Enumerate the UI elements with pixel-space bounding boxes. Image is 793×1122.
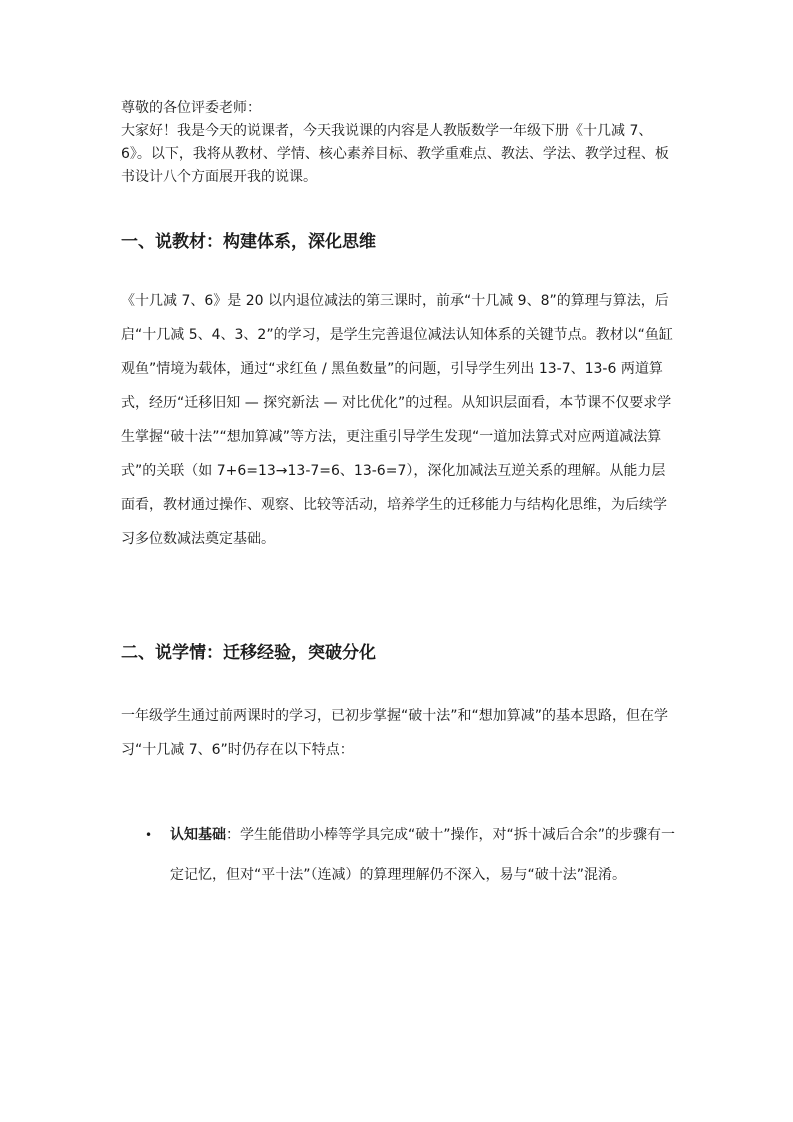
bullet-icon: • <box>145 828 153 842</box>
opening-paragraph: 大家好！我是今天的说课者，今天我说课的内容是人教版数学一年级下册《十几减 7、6》。以下，我将从教材、学情、核心素养目标、教学重难点、教法、学法、教学过程、板书设计八个方面展开我的说课。 <box>121 123 669 185</box>
section-heading-textbook: 一、说教材：构建体系，深化思维 <box>121 232 376 252</box>
salutation: 尊敬的各位评委老师： <box>121 100 261 116</box>
students-bullet-list <box>145 815 676 895</box>
section-body-textbook: 《十几减 7、6》是 20 以内退位减法的第三课时，前承“十几减 9、8”的算理与算法，后启“十几减 5、4、3、2”的学习，是学生完善退位减法认知体系的关键节点。教材以“鱼缸观鱼”情境为载体，通过“求红鱼 / 黑鱼数量”的问题，引导学生列出 13-7、13-6 两道算式，经历“迁移旧知 — 探究新法 — 对比优化”的过程。从知识层面看，本节课不仅要求学生掌握“破十法”“想加算减”等方法，更注重引导学生发现“一道加法算式对应两道减法算式”的关联（如 7+6=13→13-7=6、13-6=7），深化加减法互逆关系的理解。从能力层面看，教材通过操作、观察、比较等活动，培养学生的迁移能力与结构化思维，为后续学习多位数减法奠定基础。 <box>121 293 673 547</box>
section-body-students: 一年级学生通过前两课时的学习，已初步掌握“破十法”和“想加算减”的基本思路，但在学习“十几减 7、6”时仍存在以下特点： <box>121 708 669 758</box>
bullet-lead: 认知基础 <box>170 827 226 843</box>
bullet-text: ：学生能借助小棒等学具完成“破十”操作，对“拆十减后合余”的步骤有一定记忆，但对“平十法”（连减）的算理理解仍不深入，易与“破十法”混淆。 <box>170 827 676 883</box>
section-heading-students: 二、说学情：迁移经验，突破分化 <box>121 643 376 663</box>
intro-block <box>121 97 676 189</box>
list-item <box>145 815 676 895</box>
